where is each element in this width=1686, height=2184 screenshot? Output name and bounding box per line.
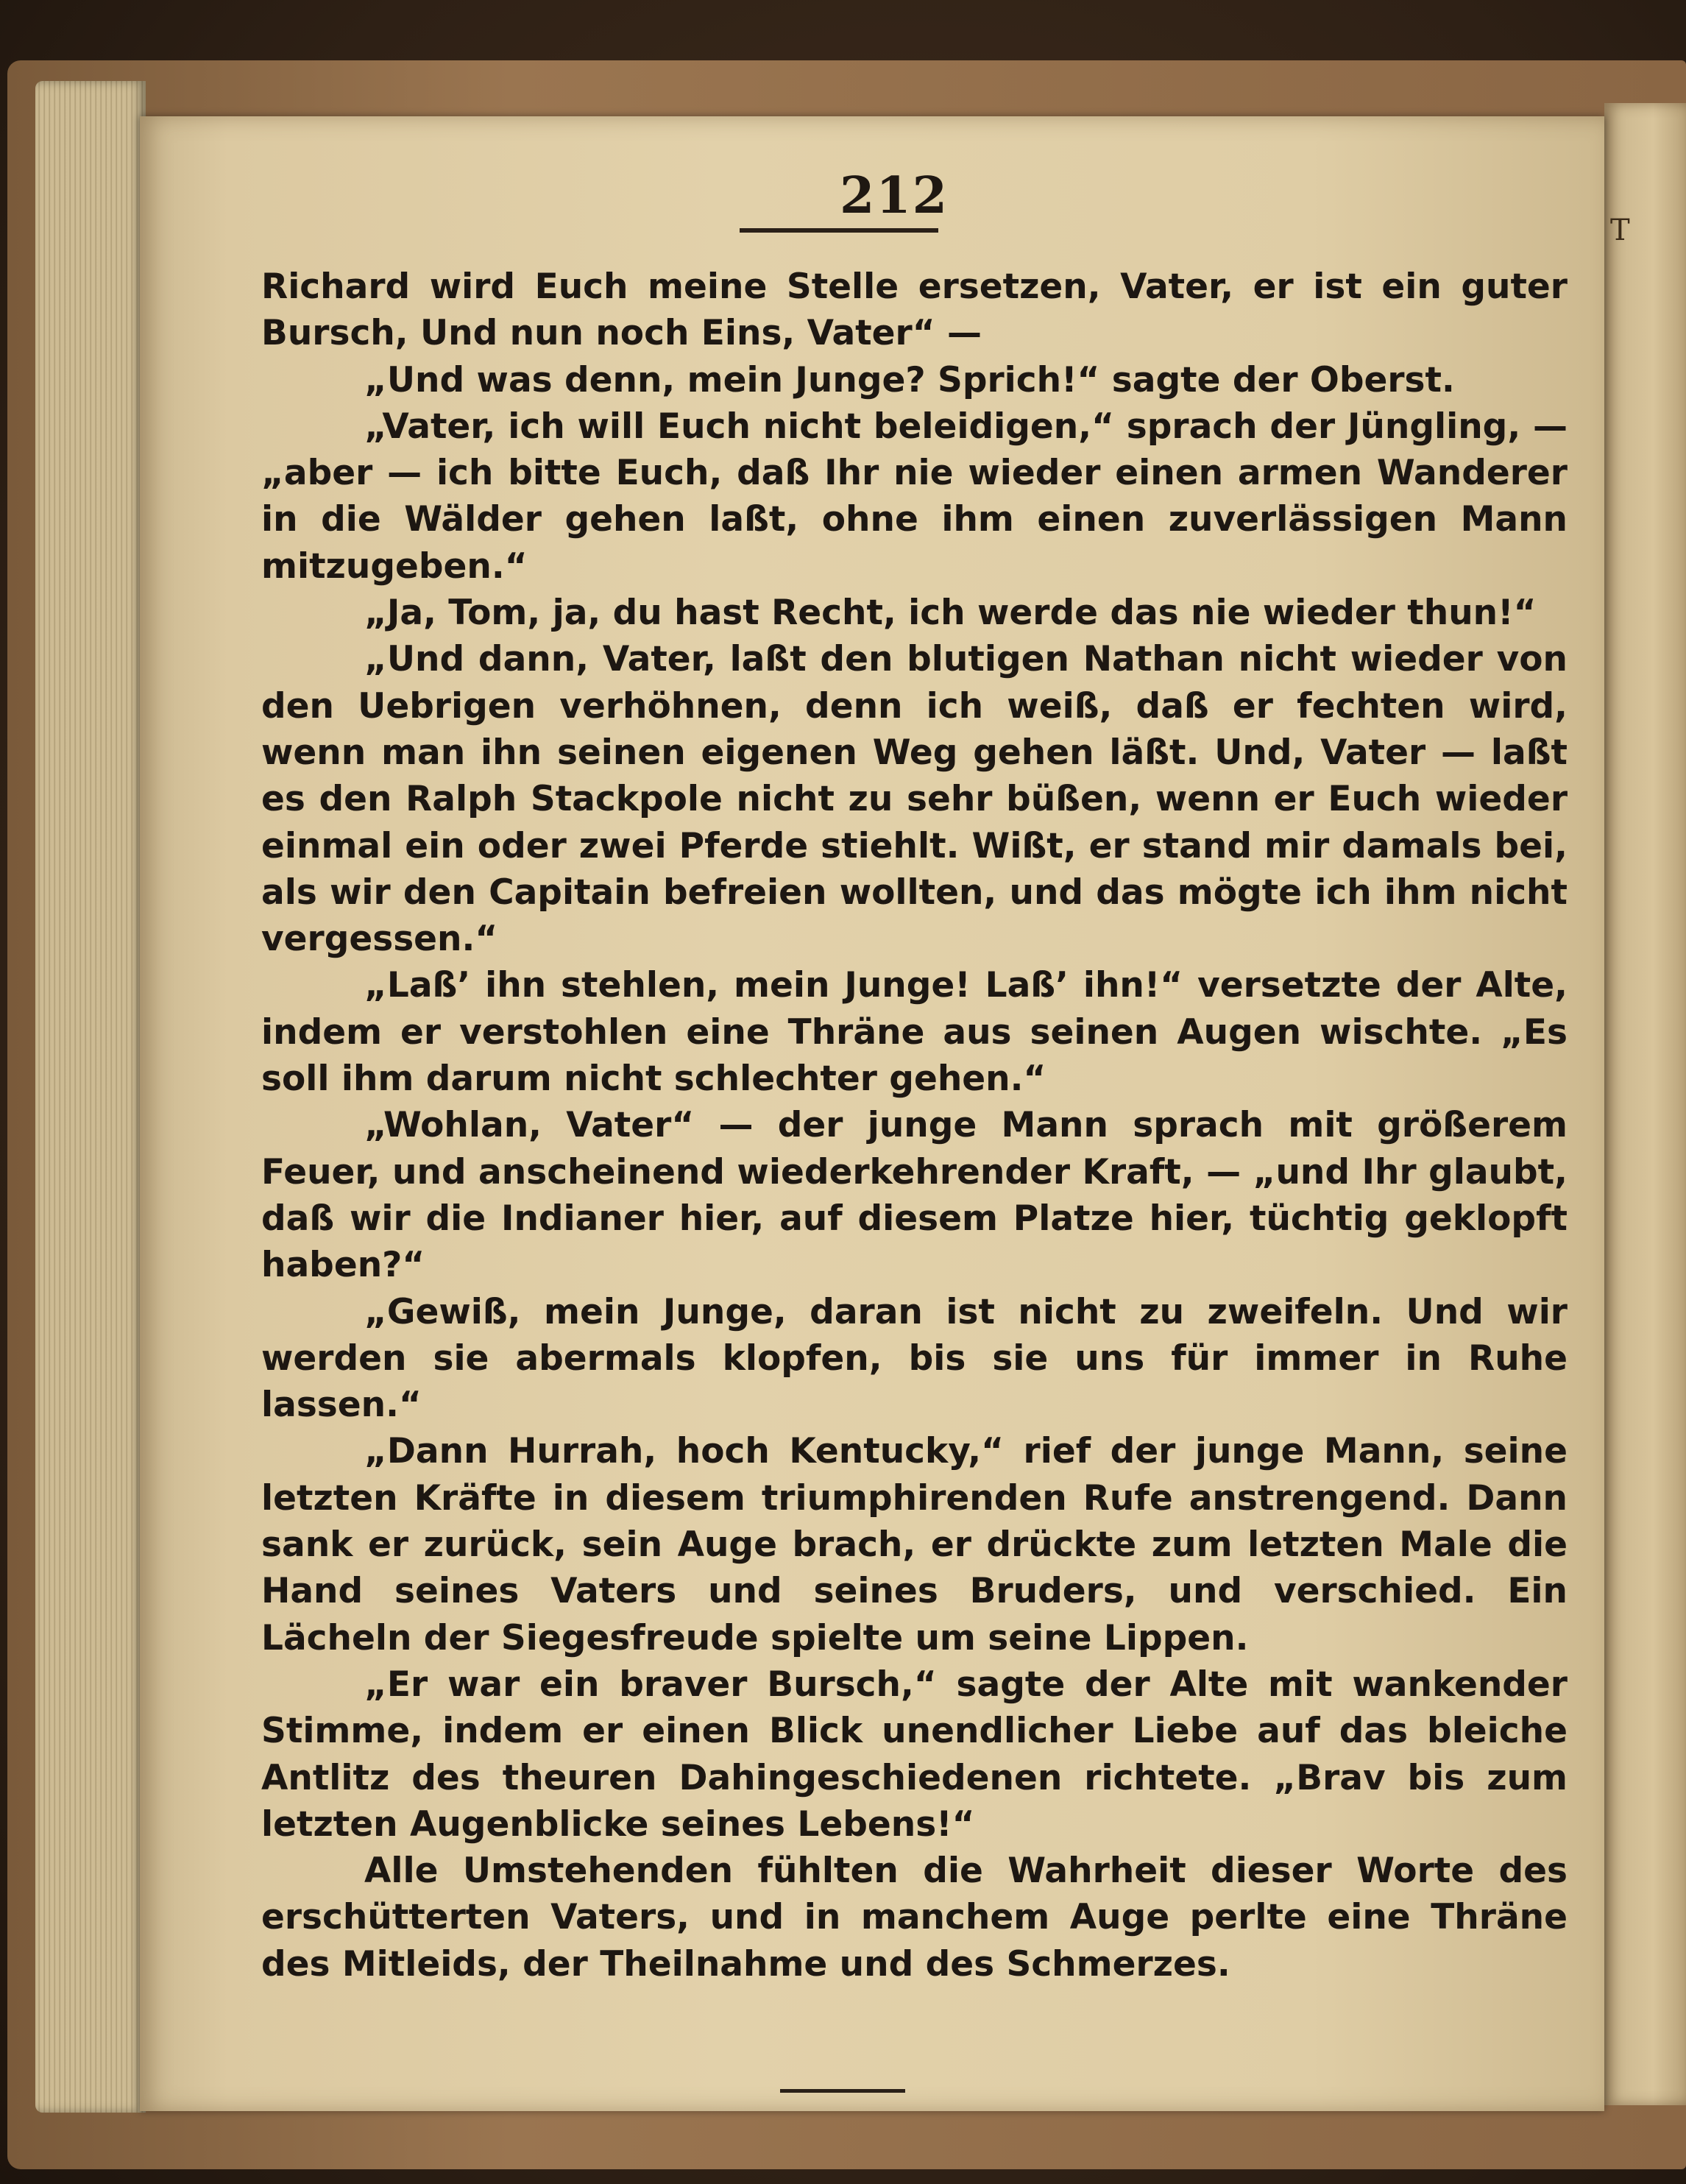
paragraph: „Dann Hurrah, hoch Kentucky,“ rief der junge Mann, seine letzten Kräfte in diesem triumphirenden Rufe anstrengend. Dann sank er zurück, sein Auge brach, er drückte zum letzten Male die Hand seines Vaters und seines Bruders, und verschied. Ein Lächeln der Siegesfreude spielte um seine Lippen. [261, 1431, 1568, 1658]
page-number: 212 [840, 166, 949, 225]
paragraph: Richard wird Euch meine Stelle ersetzen, Vater, er ist ein guter Bursch, Und nun noch Eins, Vater“ — [261, 266, 1568, 354]
facing-page-mark: T [1610, 213, 1630, 247]
paragraph: „Vater, ich will Euch nicht beleidigen,“ sprach der Jüngling, — „aber — ich bitte Euch, daß Ihr nie wieder einen armen Wanderer in die Wälder gehen laßt, ohne ihm einen zuverlässigen Mann mitzugeben.“ [261, 406, 1568, 587]
paragraph: „Ja, Tom, ja, du hast Recht, ich werde das nie wieder thun!“ [364, 593, 1537, 634]
paragraph: Alle Umstehenden fühlten die Wahrheit dieser Worte des erschütterten Vaters, und in manchem Auge perlte eine Thräne des Mitleids, der Theilnahme und des Schmerzes. [261, 1851, 1568, 1985]
paragraph: „Wohlan, Vater“ — der junge Mann sprach mit größerem Feuer, und anscheinend wiederkehrender Kraft, — „und Ihr glaubt, daß wir die Indianer hier, auf diesem Platze hier, tüchtig geklopft haben?“ [261, 1105, 1568, 1286]
book-page [140, 116, 1604, 2111]
facing-page-edge [1604, 103, 1686, 2105]
page-edges [35, 81, 146, 2113]
paragraph: „Laß’ ihn stehlen, mein Junge! Laß’ ihn!“ versetzte der Alte, indem er verstohlen eine Thräne aus seinen Augen wischte. „Es soll ihm darum nicht schlechter gehen.“ [261, 965, 1568, 1100]
paragraph: „Und was denn, mein Junge? Sprich!“ sagte der Oberst. [364, 359, 1455, 400]
header-rule [740, 228, 938, 233]
paragraph: „Gewiß, mein Junge, daran ist nicht zu zweifeln. Und wir werden sie abermals klopfen, bis sie uns für immer in Ruhe lassen.“ [261, 1291, 1568, 1426]
paragraph: „Und dann, Vater, laßt den blutigen Nathan nicht wieder von den Uebrigen verhöhnen, denn ich weiß, daß er fechten wird, wenn man ihn seinen eigenen Weg gehen läßt. Und, Vater — laßt es den Ralph Stackpole nicht zu sehr büßen, wenn er Euch wieder einmal ein oder zwei Pferde stiehlt. Wißt, er stand mir damals bei, als wir den Capitain befreien wollten, und das mögte ich ihm nicht vergessen.“ [261, 639, 1568, 960]
paragraph: „Er war ein braver Bursch,“ sagte der Alte mit wankender Stimme, indem er einen Blick unendlicher Liebe auf das bleiche Antlitz des theuren Dahingeschiedenen richtete. „Brav bis zum letzten Augenblicke seines Lebens!“ [261, 1664, 1568, 1845]
footer-rule [780, 2089, 905, 2093]
page-text [261, 264, 1568, 1987]
